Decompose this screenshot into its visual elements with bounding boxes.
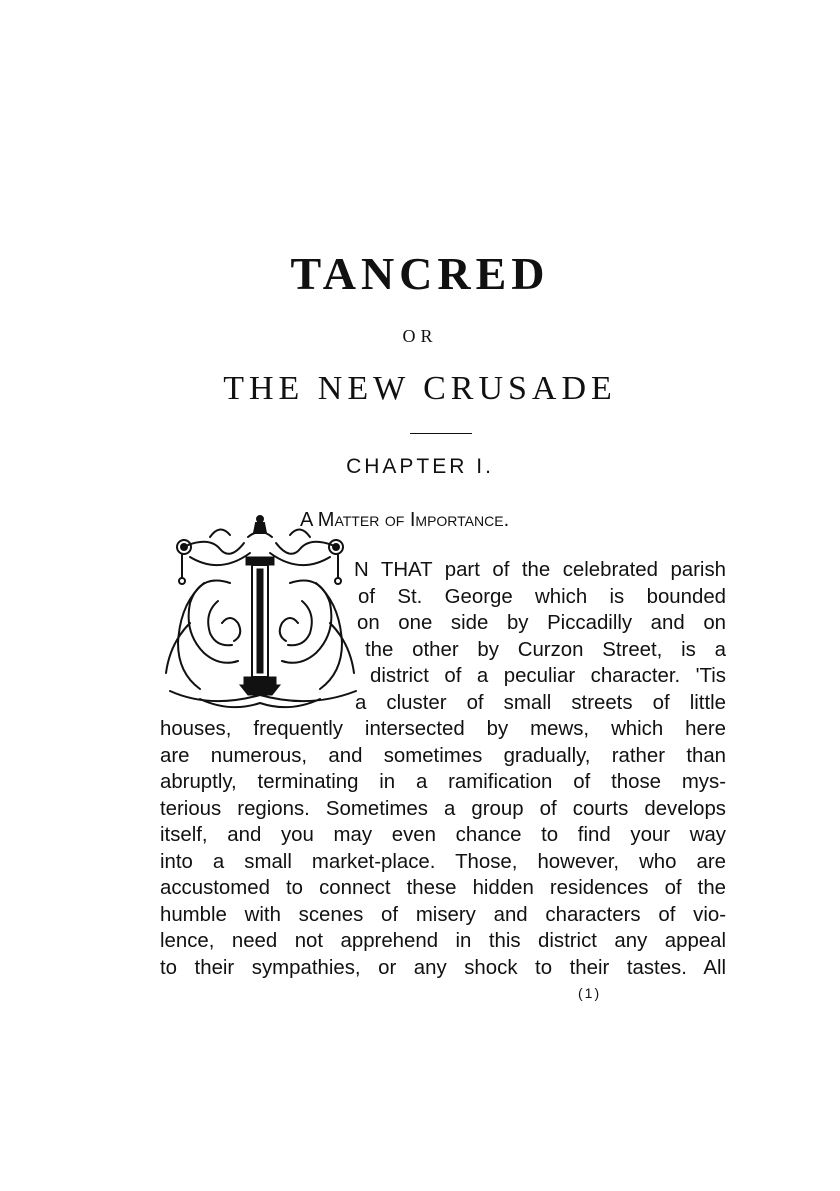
body-line: on one side by Piccadilly and on [357,612,726,634]
body-line: abruptly, terminating in a ramification of those mys- [160,771,726,793]
chapter-body-text [160,557,726,981]
body-line: itself, and you may even chance to find your way [160,824,726,846]
body-line: houses, frequently intersected by mews, which here [160,718,726,740]
body-line: lence, need not apprehend in this district any appeal [160,930,726,952]
body-line: the other by Curzon Street, is a [365,638,726,661]
body-line: terious regions. Sometimes a group of courts develops [160,797,726,820]
body-line: to their sympathies, or any shock to their tastes. All [160,956,726,979]
body-line: humble with scenes of misery and characters of vio- [160,903,726,926]
title-conjunction: OR [402,326,438,346]
book-title: TANCRED [290,248,550,299]
body-line: of St. George which is bounded [358,585,726,608]
body-line: district of a peculiar character. 'Tis [370,665,726,687]
body-line: a cluster of small streets of little [355,691,726,714]
body-line: N THAT part of the celebrated parish [354,559,726,581]
body-line: are numerous, and sometimes gradually, rather than [160,744,726,767]
page-number: (1) [578,985,602,1001]
body-line: into a small market-place. Those, however, who are [160,850,726,873]
book-subtitle: THE NEW CRUSADE [223,370,617,407]
body-line: accustomed to connect these hidden residences of the [160,877,726,899]
title-divider [410,433,472,434]
chapter-number: CHAPTER I. [346,455,494,478]
chapter-title: A Matter of Importance. [300,509,510,531]
